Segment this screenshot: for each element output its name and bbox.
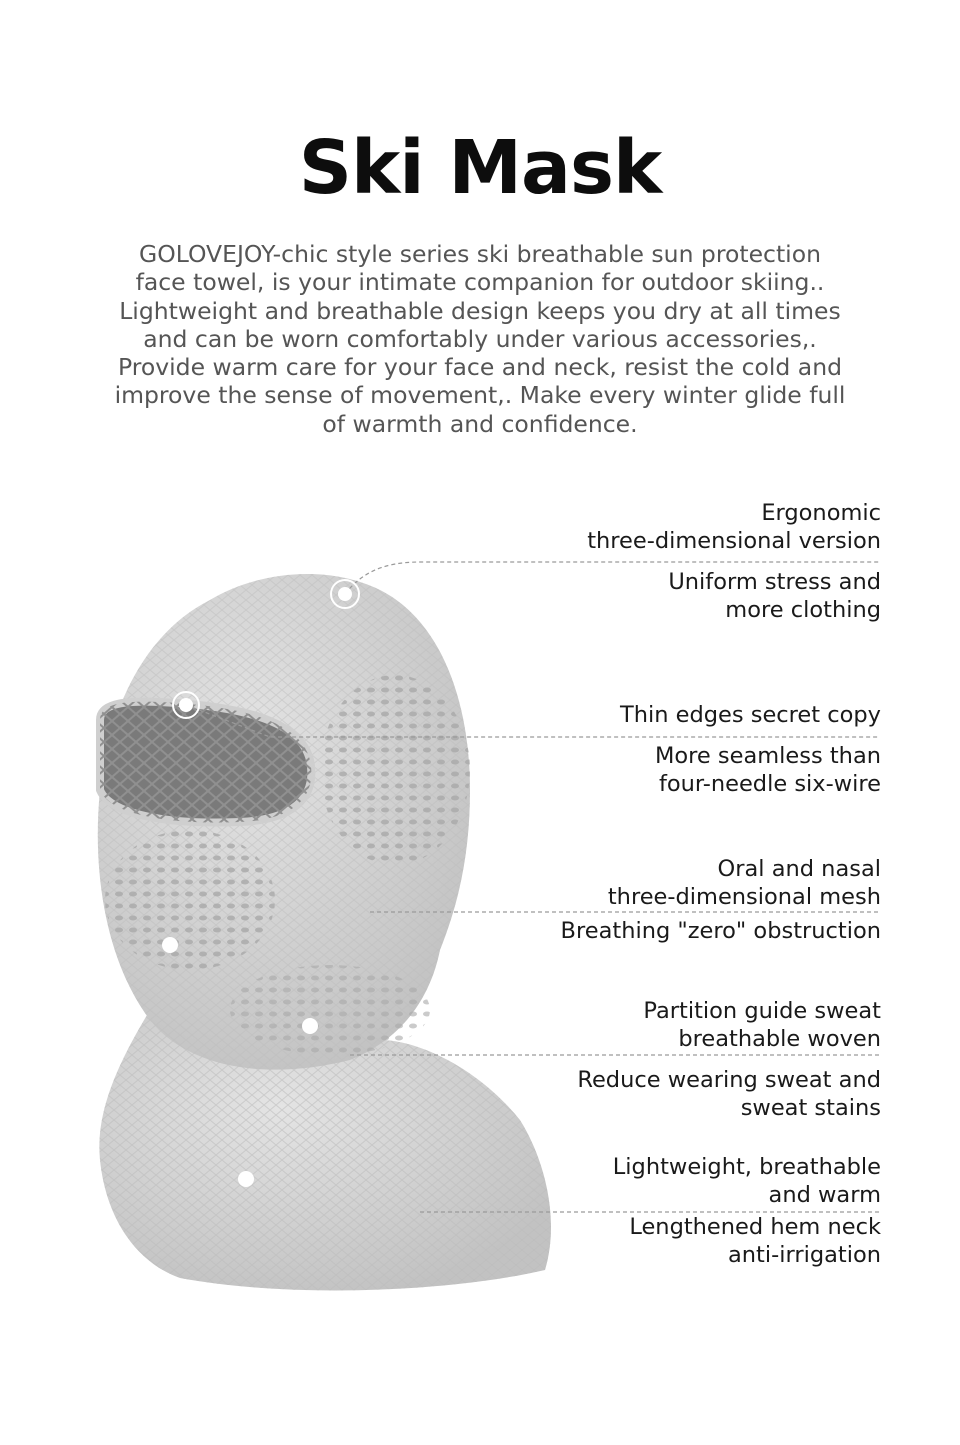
description-line: improve the sense of movement,. Make every winter glide full (114, 381, 846, 410)
description-line: Lightweight and breathable design keeps you dry at all times (119, 296, 841, 325)
mouth-mesh-panel (105, 830, 275, 970)
product-description (100, 240, 860, 438)
description-line: Provide warm care for your face and neck, resist the cold and (117, 353, 843, 382)
feature-oral-mesh (461, 855, 881, 945)
feature-title: Thin edges secret copy (619, 702, 881, 728)
feature-subtitle: Reduce wearing sweat and sweat stains (577, 1067, 881, 1121)
feature-subtitle: Breathing "zero" obstruction (560, 918, 881, 944)
page-title: Ski Mask (298, 125, 662, 211)
description-line: face towel, is your intimate companion for outdoor skiing.. (135, 268, 825, 297)
feature-lengthened-hem (461, 1153, 881, 1269)
feature-subtitle: Uniform stress and more clothing (668, 569, 881, 623)
feature-ergonomic (461, 499, 881, 624)
feature-sweat-guide (461, 997, 881, 1122)
description-line: and can be worn comfortably under various accessories,. (143, 324, 817, 353)
hotspot-marker (162, 937, 178, 953)
hotspot-marker (238, 1171, 254, 1187)
feature-subtitle: More seamless than four-needle six-wire (654, 743, 881, 797)
feature-title: Ergonomic three-dimensional version (587, 500, 881, 554)
feature-subtitle: Lengthened hem neck anti-irrigation (629, 1214, 881, 1268)
description-line: of warmth and confidence. (322, 409, 638, 438)
description-line: GOLOVEJOY-chic style series ski breathable sun protection (139, 240, 821, 268)
chin-mesh-panel (230, 965, 430, 1055)
cheek-mesh-panel (320, 675, 470, 865)
feature-title: Oral and nasal three-dimensional mesh (607, 856, 881, 910)
feature-thin-edges (461, 701, 881, 798)
hotspot-marker (302, 1018, 318, 1034)
feature-title: Lightweight, breathable and warm (612, 1154, 881, 1208)
feature-title: Partition guide sweat breathable woven (643, 998, 881, 1052)
